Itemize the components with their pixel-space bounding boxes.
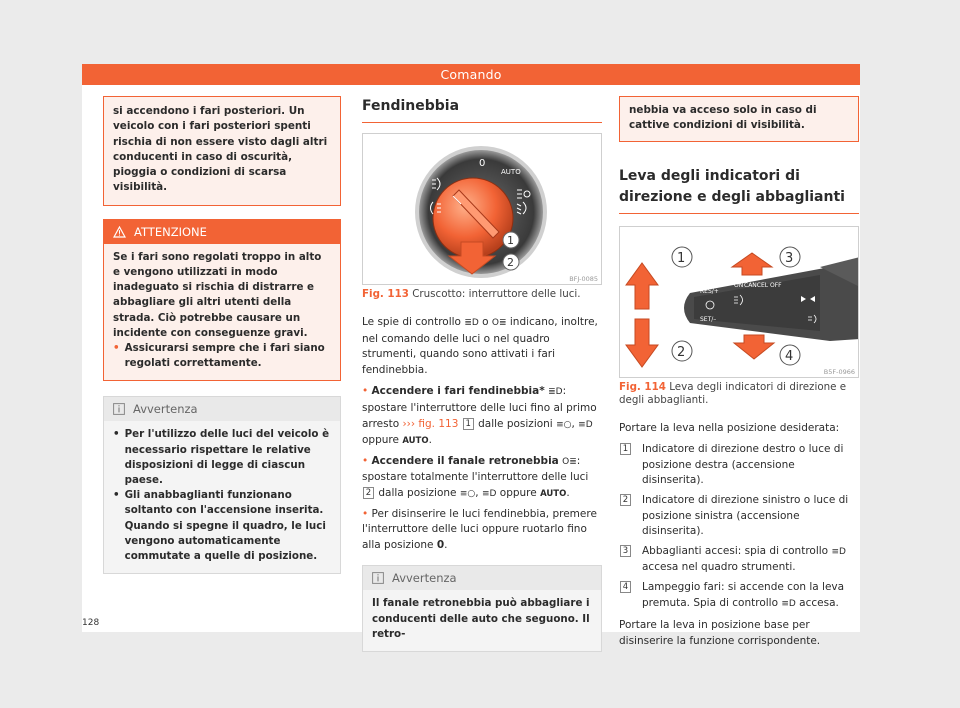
- list-item: [619, 544, 859, 576]
- item-text: Per disinserire le luci fendinebbia, premere l'interruttore delle luci oppure ruotarlo fino alla posizione: [362, 507, 597, 551]
- lever-label-off: OFF: [770, 281, 782, 289]
- fog-light-icon: ≣D: [548, 387, 563, 398]
- figure-caption-text: Cruscotto: interruttore delle luci.: [412, 288, 581, 300]
- note-title: Avvertenza: [133, 402, 198, 417]
- switch-label-zero: 0: [479, 158, 486, 169]
- note-bullet: • Gli anabbaglianti funzionano soltanto con l'accensione inserita. Quando si spegne il quadro, le luci vengono automaticamente commutate a quelle di posizione.: [113, 488, 331, 564]
- list-item: [619, 442, 859, 489]
- parking-light-icon: ≡○: [459, 488, 476, 499]
- note-header: [104, 397, 340, 421]
- callout-number: 1: [463, 418, 474, 430]
- section-title-fendinebbia: Fendinebbia: [362, 96, 602, 123]
- column-left: [103, 96, 341, 574]
- item-text: dalla posizione: [378, 486, 457, 499]
- lever-callout-3: 3: [785, 250, 794, 266]
- note-bullet-text: Gli anabbaglianti funzionano soltanto con l'accensione inserita. Quando si spegne il quadro, le luci vengono automaticamente commutate a quelle di posizione.: [124, 489, 326, 563]
- lever-label-res: RES/+: [700, 287, 719, 295]
- figure-caption: [619, 381, 859, 407]
- item-front-fog: • Accendere i fari fendinebbia* ≣D: spostare l'interruttore delle luci fino al primo arresto ››› fig. 113 1 dalle posizioni ≡○, ≡D oppure AUTO.: [362, 385, 597, 447]
- paragraph-indicator-lights: [362, 315, 602, 378]
- fog-light-icon: ≣D: [464, 318, 479, 328]
- note-text: Il fanale retronebbia può abbagliare i conducenti delle auto che seguono. Il retro-: [372, 597, 590, 640]
- list-item: [619, 580, 859, 612]
- para-text: Le spie di controllo: [362, 316, 465, 328]
- low-beam-icon: ≡D: [481, 488, 497, 499]
- figure-light-switch: [362, 133, 602, 285]
- callout-number: 3: [620, 545, 631, 557]
- para-text: o: [478, 316, 492, 328]
- note-bullet: • Per l'utilizzo delle luci del veicolo è necessario rispettare le relative disposizioni di legge di ciascun paese.: [113, 427, 331, 488]
- item-disable-fog: • Per disinserire le luci fendinebbia, premere l'interruttore delle luci oppure ruotarlo fino alla posizione 0.: [362, 507, 597, 551]
- callout-number: 2: [620, 494, 631, 506]
- column-middle: [362, 96, 602, 652]
- figure-code: B5F-0966: [823, 367, 855, 376]
- figure-caption: [362, 288, 602, 301]
- figure-label-2: 2: [507, 256, 514, 269]
- rear-fog-light-icon: O≣: [562, 456, 577, 467]
- item-rear-fog: • Accendere il fanale retronebbia O≣: spostare totalmente l'interruttore delle luci 2 dalla posizione ≡○, ≡D oppure AUTO.: [362, 454, 589, 499]
- intro-warning-box: [103, 96, 341, 206]
- callout-number: 4: [620, 581, 631, 593]
- lever-callout-4: 4: [785, 348, 794, 364]
- list-item-text: Abbaglianti accesi: spia di controllo: [642, 544, 829, 557]
- parking-light-icon: ≡○: [556, 419, 572, 430]
- high-beam-icon: ≡D: [781, 598, 796, 609]
- lever-outro: Portare la leva in posizione base per disinserire la funzione corrispondente.: [619, 619, 821, 647]
- section-title-lever: Leva degli indicatori di direzione e degli abbaglianti: [619, 166, 859, 214]
- callout-number: 1: [620, 443, 631, 455]
- figure-reference-link[interactable]: ››› fig. 113: [402, 417, 459, 430]
- intro-warning-text: si accendono i fari posteriori. Un veicolo con i fari posteriori spenti rischia di non essere visto dagli altri conducenti in caso di oscurità, pioggia o condizioni di scarsa visibilità.: [113, 105, 328, 194]
- attention-title: ATTENZIONE: [134, 224, 207, 239]
- list-item-text: Indicatore di direzione sinistro o luce di posizione sinistra (accensione disinserita).: [642, 493, 849, 538]
- lever-label-cancel: CANCEL: [744, 281, 769, 289]
- attention-header: [104, 220, 340, 244]
- lever-label-on: ON: [734, 281, 744, 289]
- figure-number: Fig. 113: [362, 288, 409, 300]
- note-body: [363, 590, 601, 651]
- zero-label: 0: [436, 538, 445, 551]
- list-item-text: Indicatore di direzione destro o luce di posizione destra (accensione disinserita).: [642, 443, 844, 487]
- item-title: Accendere il fanale retronebbia: [371, 454, 559, 467]
- figure-code: BFJ-0085: [569, 275, 598, 283]
- attention-text: Se i fari sono regolati troppo in alto e vengono utilizzati in modo inadeguato si rischia di distrarre e abbagliare gli altri utenti della strada. Ciò potrebbe causare un incidente con conseguenze gravi.: [113, 250, 322, 339]
- lever-intro: Portare la leva nella posizione desiderata:: [619, 421, 840, 434]
- list-item-text: accesa.: [799, 596, 839, 609]
- info-icon: [372, 572, 384, 584]
- switch-label-auto: AUTO: [501, 168, 521, 176]
- high-beam-icon: ≡D: [831, 546, 846, 557]
- rear-fog-light-icon: O≣: [491, 318, 507, 328]
- lever-label-set: SET/–: [700, 315, 717, 323]
- column-right: [619, 96, 859, 649]
- item-text: : spostare totalmente l'interruttore delle luci: [362, 454, 589, 484]
- info-icon: [113, 403, 125, 415]
- continued-text: nebbia va acceso solo in caso di cattive condizioni di visibilità.: [629, 104, 817, 132]
- figure-caption-text: Leva degli indicatori di direzione e degli abbaglianti.: [619, 380, 847, 406]
- lever-callout-1: 1: [677, 250, 686, 266]
- attention-body: [104, 244, 340, 381]
- para-text: indicano, inoltre, nel comando delle luci o nel quadro strumenti, quando sono attivati i fari fendinebbia.: [362, 316, 598, 376]
- auto-label: AUTO: [402, 436, 429, 447]
- list-item-text: Lampeggio fari: si accende con la leva premuta. Spia di controllo: [642, 580, 845, 609]
- arrow-up-top: [732, 253, 772, 275]
- note-header: [363, 566, 601, 590]
- item-text: : spostare l'interruttore delle luci fino al primo arresto: [362, 385, 597, 430]
- note-box-rear-fog: [362, 565, 602, 652]
- arrow-down-left: [626, 319, 658, 367]
- lever-callout-2: 2: [677, 344, 686, 360]
- callout-number: 2: [363, 487, 374, 499]
- figure-label-1: 1: [507, 234, 514, 247]
- list-item: [619, 493, 859, 540]
- low-beam-icon: ≡D: [578, 419, 593, 430]
- note-body: [104, 421, 340, 573]
- note-bullet-text: Per l'utilizzo delle luci del veicolo è necessario rispettare le relative disposizioni di legge di ciascun paese.: [124, 428, 330, 487]
- manual-page: [82, 64, 860, 647]
- section-header: Comando: [82, 64, 860, 85]
- auto-label: AUTO: [540, 488, 567, 499]
- list-item-text: accesa nel quadro strumenti.: [642, 561, 796, 574]
- attention-box: [103, 219, 341, 382]
- figure-number: Fig. 114: [619, 380, 666, 393]
- note-box: [103, 396, 341, 574]
- arrow-up-left: [626, 263, 658, 309]
- warning-triangle-icon: [113, 226, 126, 238]
- attention-bullet-text: Assicurarsi sempre che i fari siano regolati correttamente.: [124, 342, 325, 370]
- light-switch-illustration: [363, 134, 602, 285]
- note-title: Avvertenza: [392, 571, 457, 586]
- page-number: 128: [82, 618, 100, 628]
- continued-box: [619, 96, 859, 142]
- item-title: Accendere i fari fendinebbia*: [371, 385, 545, 398]
- lever-illustration: [620, 227, 859, 378]
- figure-indicator-lever: [619, 226, 859, 378]
- attention-bullet: • Assicurarsi sempre che i fari siano regolati correttamente.: [113, 341, 331, 371]
- item-text: dalle posizioni: [478, 417, 553, 430]
- arrow-down-bottom: [734, 335, 774, 359]
- item-text: oppure: [362, 434, 399, 447]
- item-text: oppure: [499, 486, 537, 499]
